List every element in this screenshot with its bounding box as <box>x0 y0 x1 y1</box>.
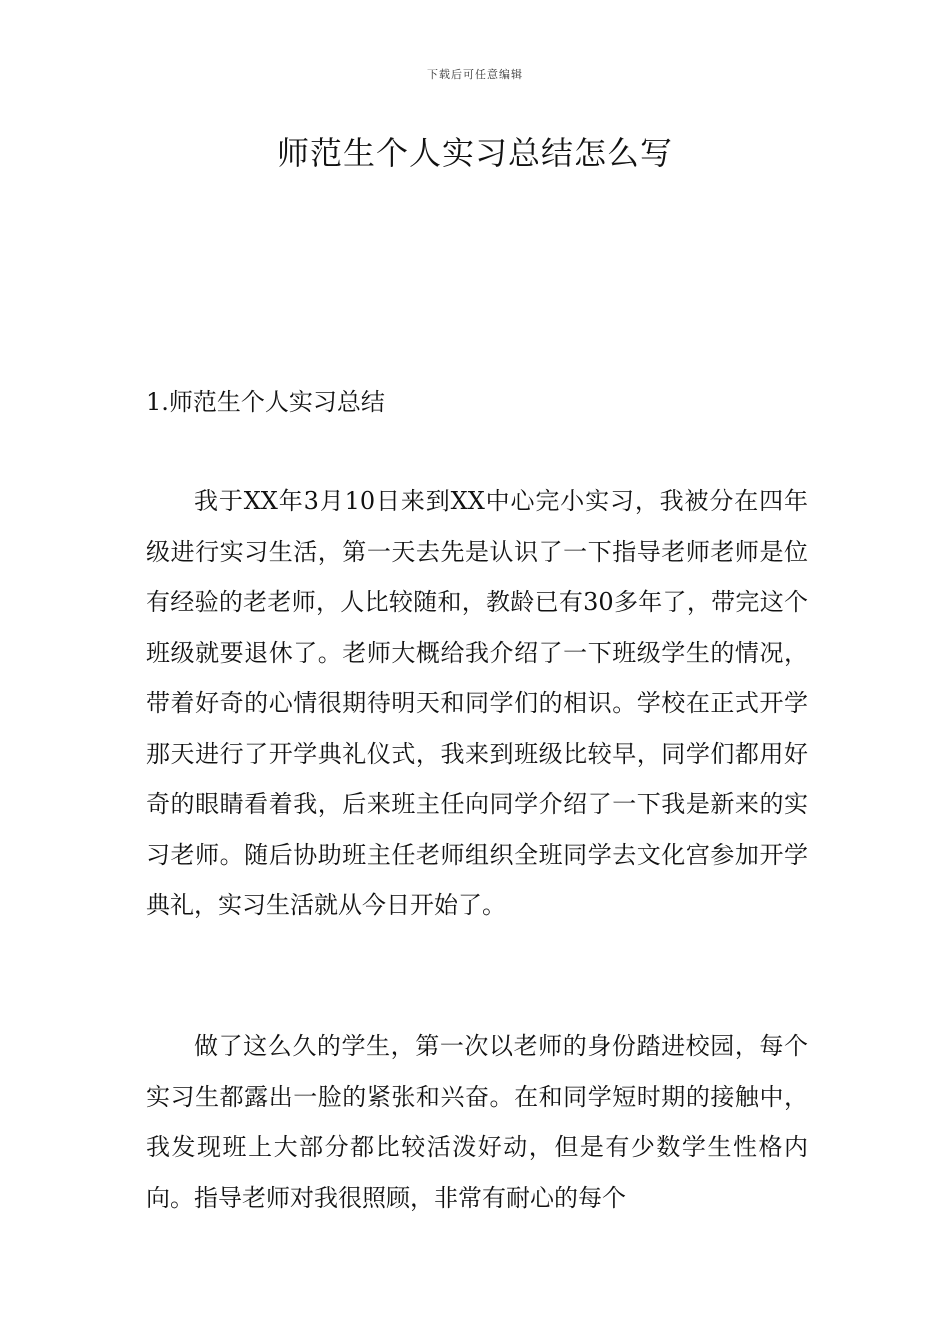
paragraph-2: 做了这么久的学生，第一次以老师的身份踏进校园，每个实习生都露出一脸的紧张和兴奋。在和同学短时期的接触中，我发现班上大部分都比较活泼好动，但是有少数学生性格内向。指导老师对我很照顾，非常有耐心的每个 <box>146 1032 808 1212</box>
paragraph-1: 我于XX年3月10日来到XX中心完小实习，我被分在四年级进行实习生活，第一天去先是认识了一下指导老师老师是位有经验的老老师，人比较随和，教龄已有30多年了，带完这个班级就要退休了。老师大概给我介绍了一下班级学生的情况，带着好奇的心情很期待明天和同学们的相识。学校在正式开学那天进行了开学典礼仪式，我来到班级比较早，同学们都用好奇的眼睛看着我，后来班主任向同学介绍了一下我是新来的实习老师。随后协助班主任老师组织全班同学去文化宫参加开学典礼，实习生活就从今日开始了。 <box>146 487 808 919</box>
section-heading: 1.师范生个人实习总结 <box>146 388 385 416</box>
header-note: 下载后可任意编辑 <box>427 68 523 81</box>
document-title: 师范生个人实习总结怎么写 <box>276 134 673 172</box>
